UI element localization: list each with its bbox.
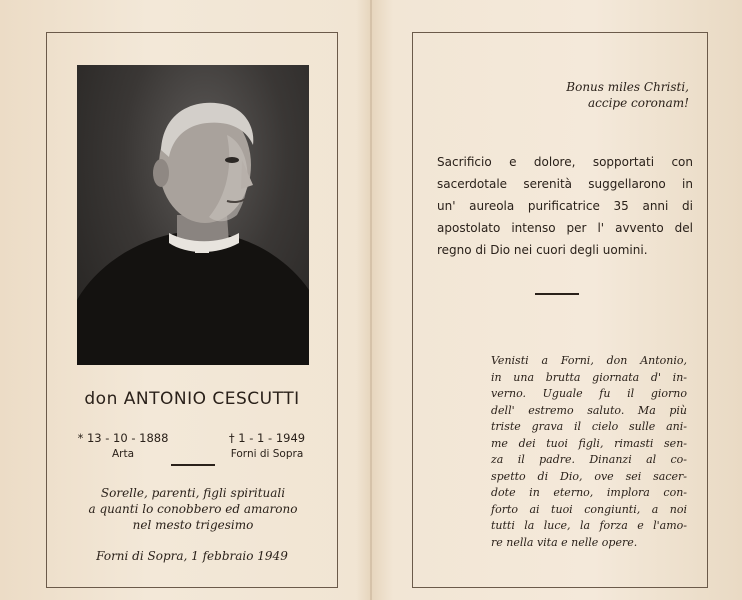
death-place: Forni di Sopra (230, 448, 304, 460)
portrait-illustration (77, 65, 309, 365)
tribute-line: sacerdotale serenità suggellarono in (437, 177, 693, 191)
right-panel (412, 32, 708, 588)
motto-line: Bonus miles Christi, (566, 80, 689, 94)
farewell-line: me dei tuoi figli, rimasti sen- (491, 436, 687, 450)
farewell-paragraph (491, 353, 687, 551)
farewell-line: verno. Uguale fu il giorno (491, 387, 687, 400)
motto-line: accipe coronam! (587, 96, 689, 110)
farewell-line: Venisti a Forni, don Antonio, (491, 354, 687, 367)
tribute-paragraph (437, 151, 693, 261)
farewell-line: za il padre. Dinanzi al co- (491, 453, 687, 466)
left-panel (46, 32, 338, 588)
tribute-line: Sacrificio e dolore, sopportati con (437, 155, 693, 169)
divider-rule (171, 464, 215, 466)
farewell-line: dote in eterno, implora con- (491, 486, 687, 499)
divider-rule (535, 293, 579, 295)
tribute-line: apostolato intenso per l' avvento del (437, 221, 693, 235)
farewell-line: in una brutta giornata d' in- (491, 370, 687, 384)
dedication-text (67, 485, 319, 533)
birth-date: * 13 - 10 - 1888 (77, 431, 169, 445)
dedication-line: nel mesto trigesimo (132, 518, 254, 532)
tribute-line: un' aureola purificatrice 35 anni di (437, 199, 693, 213)
farewell-line: tutti la luce, la forza e l'amo- (491, 519, 687, 532)
death-info (217, 431, 317, 460)
death-date: † 1 - 1 - 1949 (228, 431, 306, 445)
dedication-line: Sorelle, parenti, figli spirituali (100, 486, 286, 500)
farewell-line: forto ai tuoi congiunti, a noi (491, 502, 687, 516)
farewell-line: dell' estremo saluto. Ma più (491, 403, 687, 417)
birth-info (73, 431, 173, 460)
birth-place: Arta (111, 448, 135, 460)
latin-motto (489, 79, 689, 111)
farewell-line: triste grava il cielo sulle ani- (491, 420, 687, 433)
place-and-date: Forni di Sopra, 1 febbraio 1949 (96, 549, 288, 563)
portrait-photo (77, 65, 309, 365)
farewell-line: re nella vita e nelle opere. (491, 535, 638, 549)
deceased-name: don ANTONIO CESCUTTI (84, 389, 300, 409)
card-fold (370, 0, 372, 600)
dedication-line: a quanti lo conobbero ed amarono (88, 502, 298, 516)
tribute-line: regno di Dio nei cuori degli uomini. (437, 243, 648, 257)
farewell-line: spetto di Dio, ove sei sacer- (491, 469, 687, 483)
